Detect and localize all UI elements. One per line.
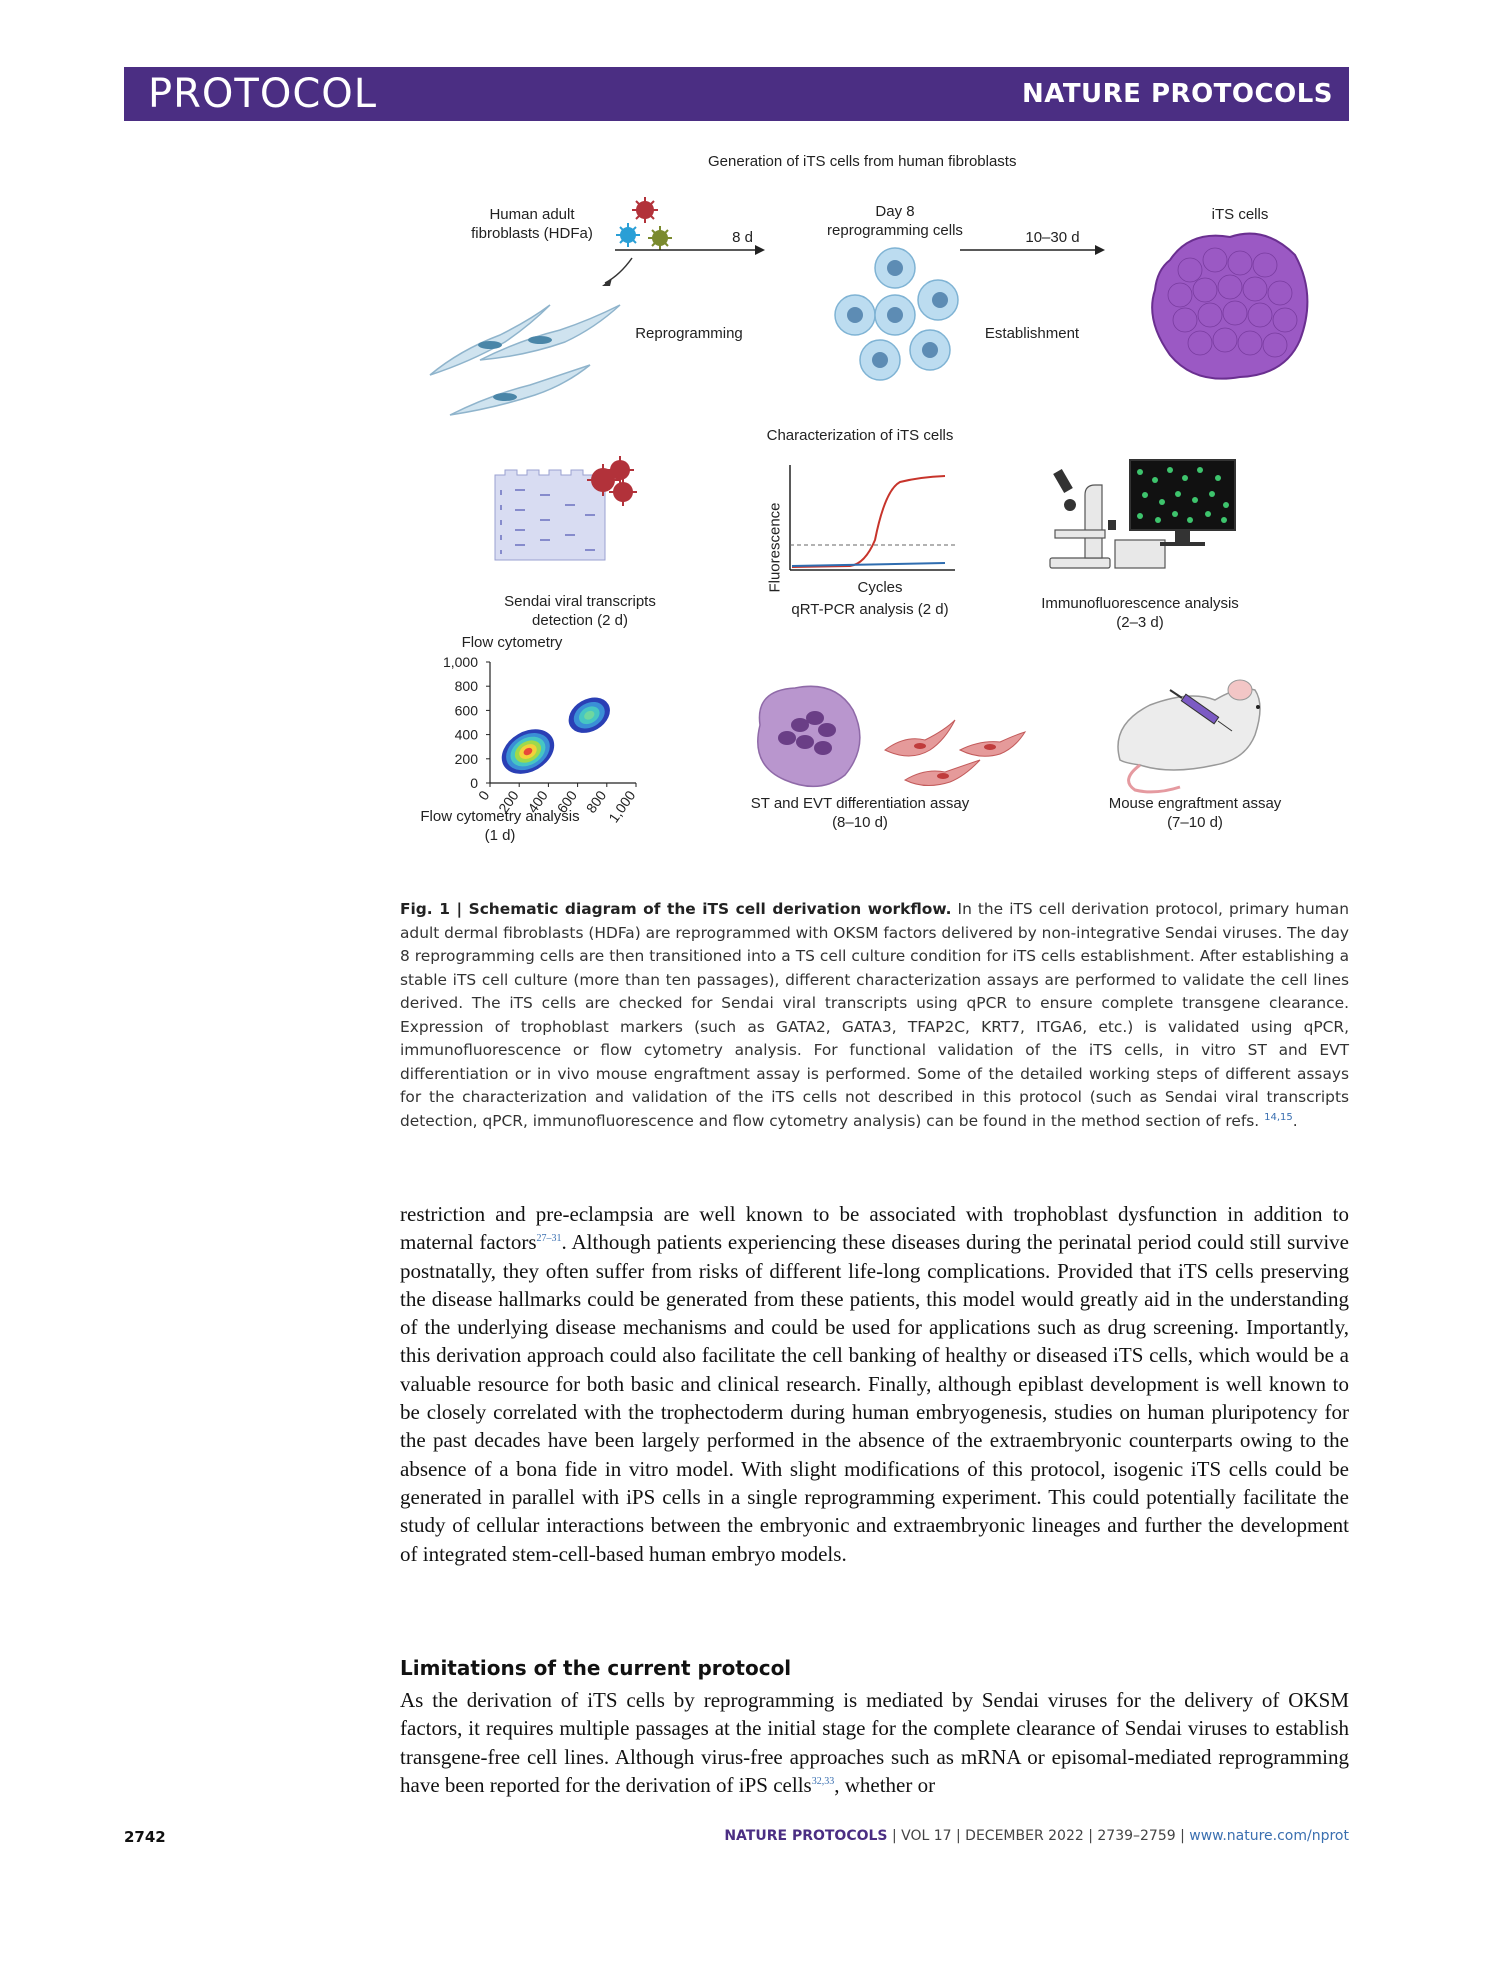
body-paragraph-2 — [400, 1686, 1349, 1799]
monitor-icon — [1130, 460, 1235, 546]
mouse-line2: (7–10 d) — [1167, 814, 1223, 831]
y-tick-label: 0 — [470, 775, 478, 791]
p2-ref[interactable]: 32,33 — [811, 1775, 835, 1787]
y-tick-label: 800 — [454, 678, 478, 695]
arrow1-time: 8 d — [732, 229, 753, 246]
hdfa-cells-icon — [420, 180, 660, 380]
mouse-icon — [1100, 665, 1300, 795]
x-tick-label: 600 — [553, 787, 581, 816]
day8-line1: Day 8 — [875, 203, 915, 220]
caption-title: Fig. 1 | Schematic diagram of the iTS cell derivation workflow. — [400, 900, 952, 918]
reprogramming-arrow-icon — [615, 240, 815, 260]
its-cells-label: iTS cells — [1211, 206, 1269, 223]
p2-text-b: , whether or — [834, 1772, 936, 1797]
caption-text: In the iTS cell derivation protocol, primary human adult dermal fibroblasts (HDFa) are reprogrammed with OKSM factors delivered by non-integrative Sendai viruses. The day 8 reprogramming cells are then transitioned into a TS cell culture condition for iTS cells establishment. After establishing a stable iTS cell culture (more than ten passages), different characterization assays are performed to validate the cell lines derived. The iTS cells are checked for Sendai viral transcripts using qPCR to ensure complete transgene clearance. Expression of trophoblast markers (such as GATA2, GATA3, TFAP2C, KRT7, ITGA6, etc.) is validated using qPCR, immunofluorescence or flow cytometry analysis. For functional validation of the iTS cells, in vitro ST and EVT differentiation or in vivo mouse engraftment assay is performed. Some of the detailed working steps of different assays for the characterization and validation of the iTS cells not described in this protocol (such as Sendai viral transcripts detection, qPCR, immunofluorescence and flow cytometry analysis) can be found in the method section of refs. — [400, 900, 1349, 1130]
day8-line2: reprogramming cells — [827, 222, 963, 239]
y-tick-label: 400 — [454, 726, 478, 743]
day8-cells-icon — [800, 240, 1000, 390]
arrow1-label: Reprogramming — [635, 325, 743, 342]
st-evt-icon — [745, 680, 1025, 790]
page-number: 2742 — [124, 1828, 166, 1846]
qpcr-label: qRT-PCR analysis (2 d) — [791, 601, 949, 618]
sendai-line2: detection (2 d) — [532, 612, 628, 629]
figure-1 — [400, 140, 1350, 900]
mouse-line1: Mouse engraftment assay — [1108, 795, 1282, 812]
x-tick-label: 800 — [582, 787, 610, 816]
y-tick-label: 1,000 — [442, 654, 478, 670]
qpcr-xlabel: Cycles — [857, 579, 903, 596]
if-line2: (2–3 d) — [1116, 614, 1164, 631]
p1-text-b: . Although patients experiencing these diseases during the perinatal period could still survive postnatally, they often suffer from risks of different life-long complications. Provided that iTS cells preserving the disease hallmarks could be generated from these patients, this model would greatly aid in the understanding of the underlying disease mechanisms and could be used for applications such as drug screening. Importantly, this derivation approach could also facilitate the cell banking of healthy or diseased iTS cells, which would be a valuable resource for both basic and clinical research. Finally, although epiblast development is well known to be closely correlated with the trophectoderm during human embryogenesis, studies on human pluripotency for the past decades have been largely performed in the absence of the extraembryonic counterparts owing to the absence of a bona fide in vitro model. With slight modifications of this protocol, isogenic iTS cells could be generated in parallel with iPS cells in a single reprogramming experiment. This could potentially facilitate the study of cellular interactions between the embryonic and extraembryonic lineages and further the development of integrated stem-cell-based human embryo models. — [400, 1230, 1350, 1566]
limitations-heading: Limitations of the current protocol — [400, 1656, 792, 1680]
caption-ref[interactable]: 14,15 — [1264, 1111, 1293, 1123]
flow-cytometry-chart — [400, 630, 660, 830]
flow-line2: (1 d) — [484, 827, 516, 844]
gel-icon — [495, 450, 655, 570]
x-tick-label: 400 — [524, 787, 551, 816]
footer-volume: | VOL 17 | DECEMBER 2022 | 2739–2759 | — [887, 1828, 1190, 1844]
if-line1: Immunofluorescence analysis — [1041, 595, 1239, 612]
sendai-line1: Sendai viral transcripts — [504, 593, 656, 610]
p1-ref[interactable]: 27–31 — [536, 1233, 562, 1245]
characterization-title: Characterization of iTS cells — [766, 427, 954, 444]
x-tick-label: 1,000 — [605, 787, 639, 826]
qpcr-plot — [770, 460, 960, 580]
y-tick-label: 200 — [454, 750, 478, 767]
qpcr-positive-curve — [792, 476, 945, 567]
controller-box-icon — [1115, 540, 1165, 568]
its-cells-icon — [1145, 225, 1315, 385]
p2-text-a: As the derivation of iTS cells by reprogramming is mediated by Sendai viruses for the delivery of OKSM factors, it requires multiple passages at the initial stage for the complete clearance of Sendai viruses to establish transgene-free cell lines. Although virus-free approaches such as mRNA or episomal-mediated reprogramming have been reported for the derivation of iPS cells — [400, 1688, 1349, 1797]
microscope-icon — [1040, 450, 1240, 580]
journal-name: NATURE PROTOCOLS — [1021, 79, 1333, 109]
figure-caption — [400, 898, 1349, 1133]
x-tick-label: 0 — [474, 787, 493, 804]
qpcr-ylabel: Fluorescence — [766, 502, 784, 593]
footer-info — [724, 1828, 1349, 1844]
flow-line1: Flow cytometry analysis — [420, 808, 580, 825]
caption-end: . — [1292, 1111, 1298, 1130]
fibroblast-cell-icon — [430, 305, 620, 415]
establishment-arrow-icon — [960, 240, 1160, 260]
x-tick-label: 200 — [495, 787, 522, 816]
generation-title: Generation of iTS cells from human fibroblasts — [708, 153, 1017, 170]
virus-red-icon — [632, 197, 658, 223]
arrow2-time: 10–30 d — [1025, 229, 1080, 246]
st-evt-line2: (8–10 d) — [832, 814, 888, 831]
p1-text-a: restriction and pre-eclampsia are well known to be associated with trophoblast dysfunction in addition to maternal factors — [400, 1202, 1349, 1255]
st-evt-line1: ST and EVT differentiation assay — [750, 795, 970, 812]
body-paragraph-1 — [400, 1200, 1349, 1568]
qpcr-negative-curve — [792, 563, 945, 566]
section-label: PROTOCOL — [148, 71, 378, 117]
flow-chart-title: Flow cytometry — [461, 634, 563, 651]
header-banner — [124, 67, 1349, 121]
arrow2-label: Establishment — [984, 325, 1080, 342]
y-tick-label: 600 — [454, 702, 478, 719]
hdfa-label-line2: fibroblasts (HDFa) — [471, 225, 593, 242]
hdfa-label-line1: Human adult — [489, 206, 575, 223]
footer-journal: NATURE PROTOCOLS — [724, 1828, 888, 1844]
footer-url[interactable]: www.nature.com/nprot — [1189, 1828, 1349, 1844]
